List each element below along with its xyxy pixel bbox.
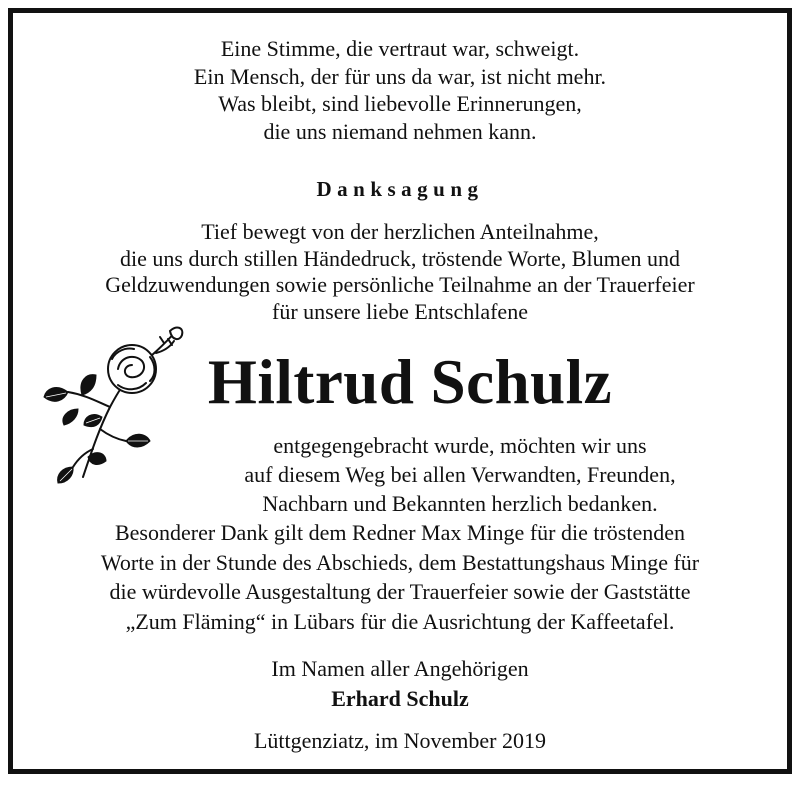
poem-line: Eine Stimme, die vertraut war, schweigt. (220, 36, 580, 61)
thanks-text-b (13, 518, 787, 636)
intro-line: Geldzuwendungen sowie persönliche Teilnahme an der Trauerfeier (105, 272, 695, 297)
body-line: Nachbarn und Bekannten herzlich bedanken. (262, 491, 658, 516)
intro-line: die uns durch stillen Händedruck, tröstende Worte, Blumen und (120, 245, 680, 271)
body-line: entgegengebracht wurde, möchten wir uns (273, 433, 647, 458)
body-line: auf diesem Weg bei allen Verwandten, Freunden, (244, 462, 676, 487)
poem (13, 35, 787, 145)
poem-line: Ein Mensch, der für uns da war, ist nicht mehr. (193, 63, 607, 89)
closing-line: Im Namen aller Angehörigen (271, 656, 529, 681)
deceased-name: Hiltrud Schulz (207, 347, 613, 417)
heading-danksagung: Danksagung (316, 177, 484, 201)
body-line: Worte in der Stunde des Abschieds, dem Bestattungshaus Minge für (100, 549, 700, 575)
body-line: Besonderer Dank gilt dem Redner Max Minge für die tröstenden (114, 520, 685, 545)
intro-line: für unsere liebe Entschlafene (272, 298, 528, 324)
closing (13, 654, 787, 714)
place-date: Lüttgenziatz, im November 2019 (253, 728, 547, 753)
intro-line: Tief bewegt von der herzlichen Anteilnahme, (201, 219, 599, 244)
body-line: „Zum Fläming“ in Lübars für die Ausrichtung der Kaffeetafel. (125, 608, 675, 634)
poem-line: die uns niemand nehmen kann. (263, 118, 537, 144)
poem-line: Was bleibt, sind liebevolle Erinnerungen, (218, 91, 582, 116)
thanks-text-a (133, 431, 787, 518)
obituary-notice (8, 8, 792, 774)
intro-text (13, 219, 787, 325)
body-line: die würdevolle Ausgestaltung der Trauerfeier sowie der Gaststätte (109, 579, 691, 604)
signer-name: Erhard Schulz (331, 686, 469, 711)
